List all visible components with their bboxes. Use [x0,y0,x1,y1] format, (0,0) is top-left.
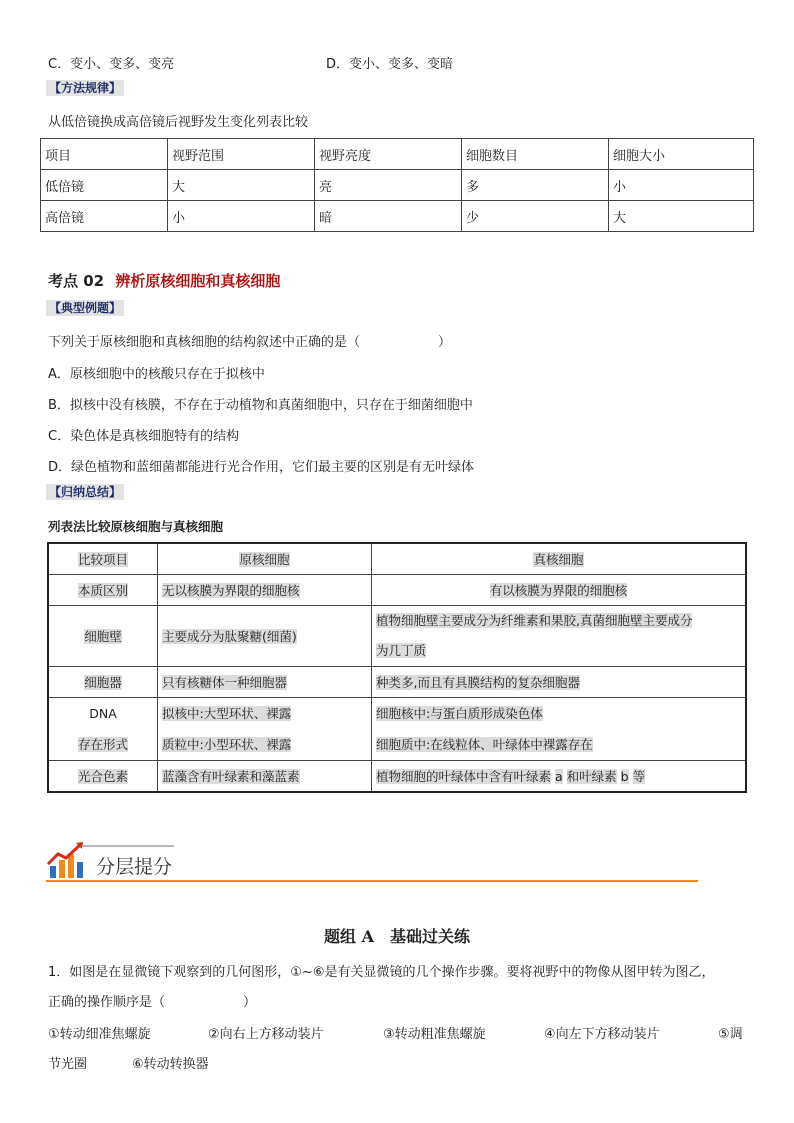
table-cell: 细胞器 [48,667,158,698]
chart-growth-icon [46,842,86,880]
method-text: 从低倍镜换成高倍镜后视野发生变化列表比较 [48,115,309,130]
q1-line4a: 节光圈 [48,1057,88,1072]
table-cell: 真核细胞 [372,543,747,575]
q1-line2: 正确的操作顺序是（ ） [48,995,257,1010]
table-cell: 多 [462,170,609,201]
cell-comparison-table [47,542,747,793]
table-cell: 种类多,而且有具膜结构的复杂细胞器 [372,667,747,698]
banner-title: 分层提分 [96,856,173,878]
table-cell: 低倍镜 [41,170,168,201]
table-cell: 有以核膜为界限的细胞核 [372,575,747,606]
table-cell: 无以核膜为界限的细胞核 [158,575,372,606]
table-cell: 植物细胞的叶绿体中含有叶绿素 a 和叶绿素 b 等 [372,761,747,793]
table-cell: 拟核中:大型环状、裸露 质粒中:小型环状、裸露 [158,698,372,761]
banner [46,840,698,884]
table-row [48,698,746,761]
option-c: C．变小、变多、变亮 [48,57,175,72]
table-row [41,170,754,201]
table-row [48,575,746,606]
table-row [48,606,746,667]
table-row [41,201,754,232]
table-cell: 视野范围 [168,139,315,170]
table-header-row [41,139,754,170]
table-cell: DNA 存在形式 [48,698,158,761]
table-cell: 本质区别 [48,575,158,606]
table-cell: 大 [168,170,315,201]
table-cell: 只有核糖体一种细胞器 [158,667,372,698]
option-d: D．变小、变多、变暗 [326,57,454,72]
table-cell: 植物细胞壁主要成分为纤维素和果胶,真菌细胞壁主要成分 为几丁质 [372,606,747,667]
q1-opt-3: ③转动粗准焦螺旋 [383,1027,486,1042]
table-cell: 小 [168,201,315,232]
banner-underline [46,880,698,882]
magnification-table [40,138,754,232]
q1-opt-4: ④向左下方移动装片 [544,1027,660,1042]
table-cell: 细胞数目 [462,139,609,170]
q1-opt-2: ②向右上方移动装片 [208,1027,324,1042]
section-prefix: 考点 02 [48,272,105,290]
question-option-b: B．拟核中没有核膜，不存在于动植物和真菌细胞中，只存在于细菌细胞中 [48,398,473,413]
section-heading [48,270,280,291]
q1-line4b: ⑥转动转换器 [132,1057,209,1072]
question-option-a: A．原核细胞中的核酸只存在于拟核中 [48,367,265,382]
table-cell: 光合色素 [48,761,158,793]
q1-opt-1: ①转动细准焦螺旋 [48,1027,151,1042]
table-cell: 小 [609,170,754,201]
question-option-d: D．绿色植物和蓝细菌都能进行光合作用，它们最主要的区别是有无叶绿体 [48,460,475,475]
table-cell: 暗 [315,201,462,232]
table-row [48,761,746,793]
method-tag: 【方法规律】 [46,80,124,96]
table-cell: 大 [609,201,754,232]
question-option-c: C．染色体是真核细胞特有的结构 [48,429,240,444]
table-cell: 高倍镜 [41,201,168,232]
table-cell: 细胞壁 [48,606,158,667]
table-cell: 少 [462,201,609,232]
table-cell: 比较项目 [48,543,158,575]
table-cell: 细胞核中:与蛋白质形成染色体 细胞质中:在线粒体、叶绿体中裸露存在 [372,698,747,761]
section-title: 辨析原核细胞和真核细胞 [115,272,281,290]
table-cell: 蓝藻含有叶绿素和藻蓝素 [158,761,372,793]
table-cell: 亮 [315,170,462,201]
table-cell: 主要成分为肽聚糖(细菌) [158,606,372,667]
example-tag: 【典型例题】 [46,300,124,316]
banner-top-line [82,845,174,847]
q1-opt-5: ⑤调 [718,1027,743,1042]
summary-title: 列表法比较原核细胞与真核细胞 [48,519,224,534]
group-title: 题组 A 基础过关练 [324,927,470,946]
summary-tag: 【归纳总结】 [46,484,124,500]
table-row [48,667,746,698]
table-cell: 原核细胞 [158,543,372,575]
table-cell: 视野亮度 [315,139,462,170]
question-stem: 下列关于原核细胞和真核细胞的结构叙述中正确的是（ ） [48,335,452,350]
table-cell: 项目 [41,139,168,170]
table-cell: 细胞大小 [609,139,754,170]
q1-line1: 1．如图是在显微镜下观察到的几何图形，①~⑥是有关显微镜的几个操作步骤。要将视野中的物像从图甲转为图乙， [48,965,715,980]
table-header-row [48,543,746,575]
